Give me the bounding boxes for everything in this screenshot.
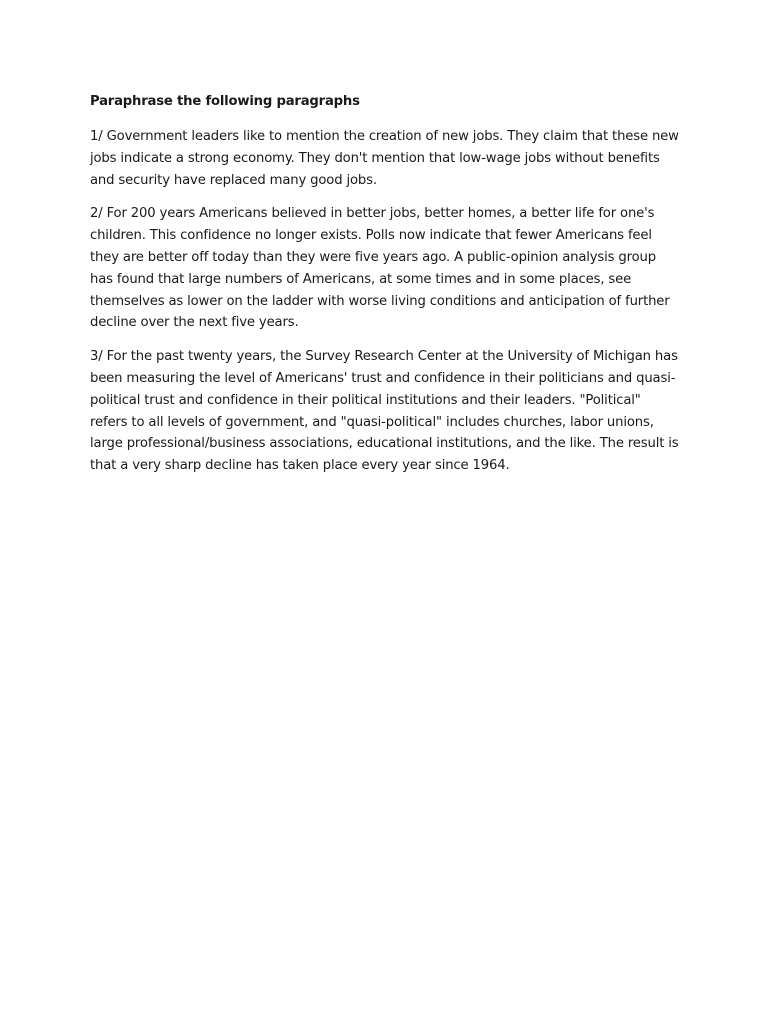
paragraph-2: 2/ For 200 years Americans believed in better jobs, better homes, a better life for one's children. This confidence no longer exists. Polls now indicate that fewer Americans feel they are better off today than they were five years ago. A public-opinion analysis group has found that large numbers of Americans, at some times and in some places, see themselves as lower on the ladder with worse living conditions and anticipation of further decline over the next five years. <box>90 206 670 331</box>
document-body <box>90 92 680 489</box>
document-title: Paraphrase the following paragraphs <box>90 94 360 109</box>
paragraph-3: 3/ For the past twenty years, the Survey Research Center at the University of Michigan has been measuring the level of Americans' trust and confidence in their politicians and quasi-political trust and confidence in their political institutions and their leaders. "Political" refers to all levels of government, and "quasi-political" includes churches, labor unions, large professional/business associations, educational institutions, and the like. The result is that a very sharp decline has taken place every year since 1964. <box>90 349 679 474</box>
paragraph-1: 1/ Government leaders like to mention the creation of new jobs. They claim that these new jobs indicate a strong economy. They don't mention that low-wage jobs without benefits and security have replaced many good jobs. <box>90 129 679 188</box>
